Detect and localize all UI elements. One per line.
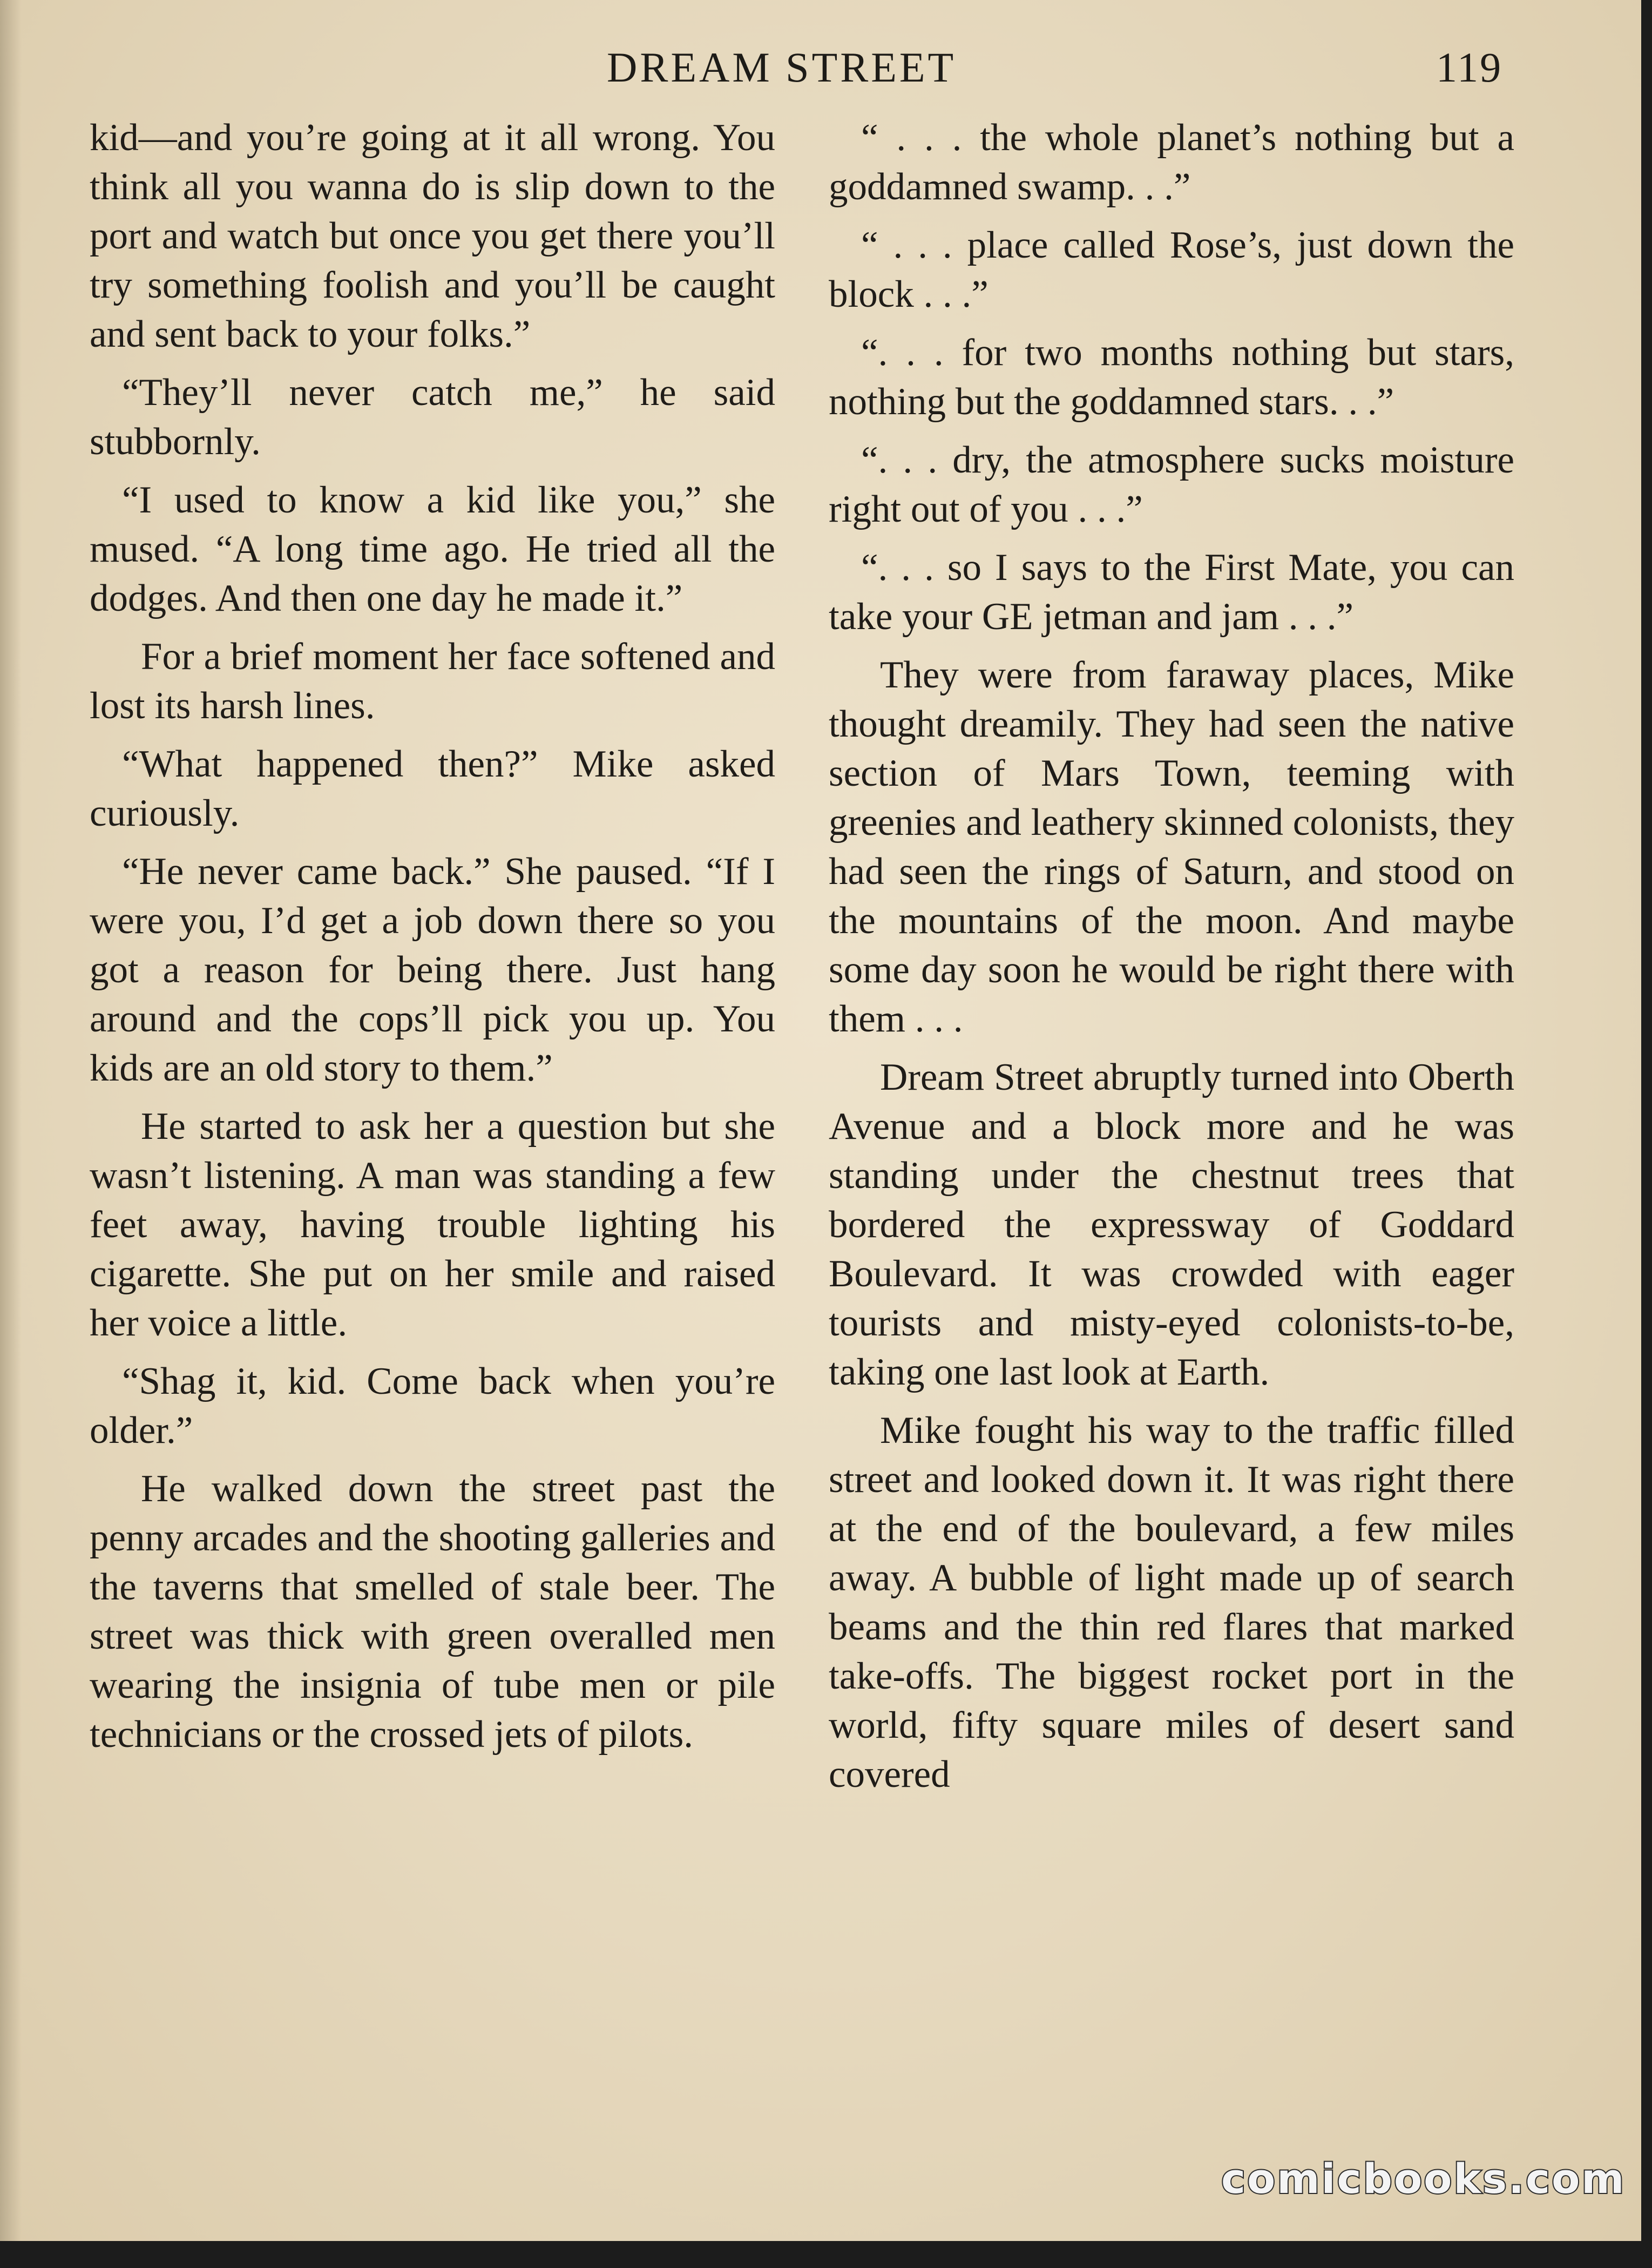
paragraph: “They’ll never catch me,” he said stubbornly. <box>90 372 775 463</box>
running-title: DREAM STREET <box>607 44 957 91</box>
paragraph: “Shag it, kid. Come back when you’re older.” <box>90 1360 775 1452</box>
paragraph: For a brief moment her face softened and lost its harsh lines. <box>90 636 775 727</box>
paragraph: He walked down the street past the penny arcades and the shooting galleries and the taverns that smelled of stale beer. The street was thick with green overalled men wearing the insignia of tube men or pile technicians or the crossed jets of pilots. <box>90 1468 775 1756</box>
binding-shadow <box>0 0 22 2241</box>
paragraph: “ . . . the whole planet’s nothing but a goddamned swamp. . .” <box>829 117 1514 208</box>
paragraph: kid—and you’re going at it all wrong. You think all you wanna do is slip down to the port and watch but once you get there you’ll try something foolish and you’ll be caught and sent back to your folks.” <box>90 117 775 355</box>
paragraph: “What happened then?” Mike asked curiously. <box>90 743 775 834</box>
page-number: 119 <box>1436 44 1503 91</box>
left-text-column <box>90 113 775 1769</box>
site-watermark: comicbooks.com <box>1221 2155 1626 2203</box>
paragraph: “I used to know a kid like you,” she mused. “A long time ago. He tried all the dodges. And then one day he made it.” <box>90 479 775 619</box>
paragraph: They were from faraway places, Mike thought dreamily. They had seen the native section of Mars Town, teeming with greenies and leathery skinned colonists, they had seen the rings of Saturn, and stood on the mountains of the moon. And maybe some day soon he would be right there with them . . . <box>829 654 1514 1040</box>
paragraph: Mike fought his way to the traffic filled street and looked down it. It was right there at the end of the boulevard, a few miles away. A bubble of light made up of search beams and the thin red flares that marked take-offs. The biggest rocket port in the world, fifty square miles of desert sand covered <box>829 1409 1514 1796</box>
paragraph: “ . . . place called Rose’s, just down the block . . .” <box>829 224 1514 315</box>
paragraph: “. . . dry, the atmosphere sucks moisture right out of you . . .” <box>829 439 1514 530</box>
paragraph: He started to ask her a question but she wasn’t listening. A man was standing a few feet away, having trouble lighting his cigarette. She put on her smile and raised her voice a little. <box>90 1105 775 1344</box>
paragraph: “. . . for two months nothing but stars, nothing but the goddamned stars. . .” <box>829 332 1514 423</box>
right-text-column <box>829 113 1514 1808</box>
paragraph: “He never came back.” She paused. “If I were you, I’d get a job down there so you got a reason for being there. Just hang around and the cops’ll pick you up. You kids are an old story to them.” <box>90 850 775 1089</box>
paragraph: “. . . so I says to the First Mate, you can take your GE jetman and jam . . .” <box>829 546 1514 638</box>
paragraph: Dream Street abruptly turned into Oberth Avenue and a block more and he was standing under the chestnut trees that bordered the expressway of Goddard Boulevard. It was crowded with eager tourists and misty-eyed colonists-to-be, taking one last look at Earth. <box>829 1056 1514 1393</box>
